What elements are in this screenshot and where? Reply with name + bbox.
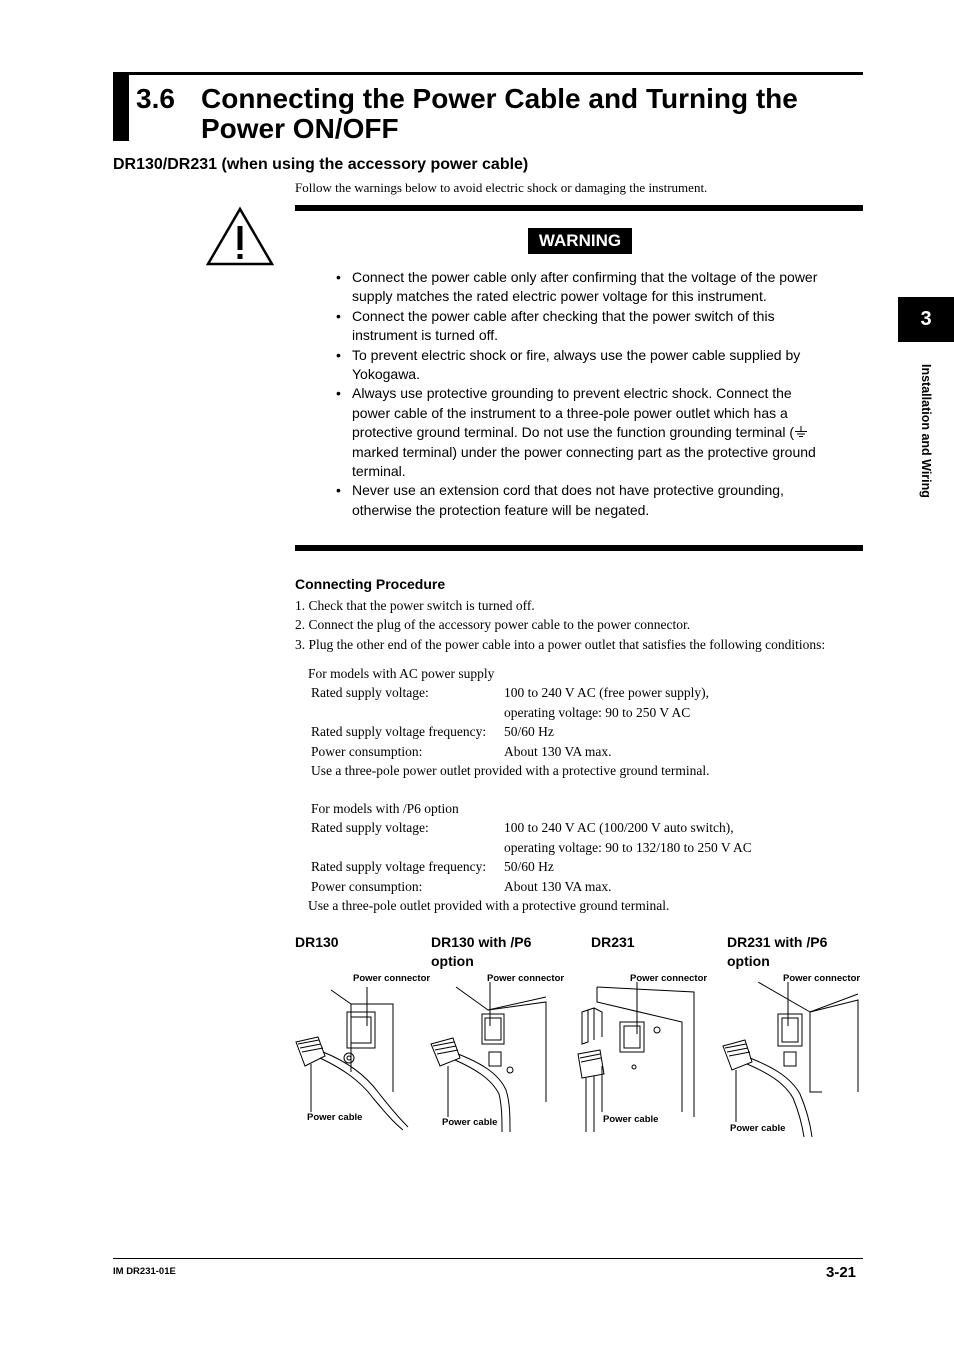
warning-item: • Never use an extension cord that does not have protective grounding, otherwise the protection feature will be negated.	[336, 481, 826, 520]
spec-value: About 130 VA max.	[504, 743, 612, 759]
dr231-connector-illustration	[572, 982, 702, 1132]
figure-title-dr231-p6: DR231 with /P6 option	[727, 934, 828, 969]
figure-title-dr231: DR231	[591, 934, 635, 950]
spec-label: Rated supply voltage frequency:	[311, 724, 487, 740]
warning-item	[336, 384, 826, 481]
warning-label: WARNING	[528, 228, 632, 254]
footer-rule	[113, 1258, 863, 1259]
spec-heading: For models with AC power supply	[308, 666, 495, 681]
figure-cable-label: Power cable	[307, 1112, 363, 1123]
spec-label: Rated supply voltage frequency:	[311, 859, 487, 875]
warning-top-rule	[295, 205, 863, 211]
figure-cable-label: Power cable	[730, 1123, 786, 1134]
procedure-heading: Connecting Procedure	[295, 576, 446, 592]
section-title: Connecting the Power Cable and Turning the Power ON/OFF	[201, 83, 798, 144]
dr130-p6-connector-illustration	[428, 982, 558, 1132]
chapter-tab-label: Installation and Wiring	[919, 364, 933, 498]
figure-connector-label: Power connector	[487, 973, 565, 984]
spec-label: Rated supply voltage:	[311, 685, 429, 701]
spec-value: 100 to 240 V AC (100/200 V auto switch),	[504, 820, 734, 836]
procedure-step: 3. Plug the other end of the power cable into a power outlet that satisfies the following conditions:	[295, 636, 826, 652]
procedure-steps	[295, 596, 875, 654]
figure-title-dr130-p6: DR130 with /P6 option	[431, 934, 532, 969]
figure-cable-label: Power cable	[442, 1117, 498, 1128]
spec-note: Use a three-pole outlet provided with a protective ground terminal.	[308, 897, 670, 913]
dr231-p6-connector-illustration	[720, 982, 860, 1137]
section-marker-bar	[113, 75, 129, 141]
chapter-tab[interactable]: 3	[898, 297, 954, 342]
warning-item: • To prevent electric shock or fire, always use the power cable supplied by Yokogawa.	[336, 346, 826, 385]
spec-label: Rated supply voltage:	[311, 820, 429, 836]
warning-item: • Connect the power cable after checking that the power switch of this instrument is turned off.	[336, 307, 826, 346]
figure-connector-label: Power connector	[353, 973, 431, 984]
spec-value: About 130 VA max.	[504, 878, 612, 894]
dr130-connector-illustration	[293, 982, 423, 1132]
warning-list	[336, 268, 826, 520]
spec-label: Power consumption:	[311, 743, 423, 759]
warning-bottom-rule	[295, 545, 863, 551]
figure-connector-label: Power connector	[630, 973, 708, 984]
footer-doc-id: IM DR231-01E	[113, 1266, 176, 1277]
section-number: 3.6	[136, 83, 175, 114]
section-top-rule	[113, 72, 863, 75]
figure-title-dr130: DR130	[295, 934, 339, 950]
subheading: DR130/DR231 (when using the accessory power cable)	[113, 156, 529, 173]
functional-ground-icon	[794, 426, 808, 438]
spec-value: 50/60 Hz	[504, 859, 554, 875]
spec-note: Use a three-pole power outlet provided with a protective ground terminal.	[311, 762, 710, 778]
footer-page-number: 3-21	[826, 1264, 857, 1281]
figure-cable-label: Power cable	[603, 1114, 659, 1125]
procedure-step: 1. Check that the power switch is turned off.	[295, 598, 535, 613]
intro-text: Follow the warnings below to avoid electric shock or damaging the instrument.	[295, 180, 708, 195]
spec-value: 100 to 240 V AC (free power supply),	[504, 685, 709, 701]
procedure-step: 2. Connect the plug of the accessory power cable to the power connector.	[295, 617, 691, 633]
p6-spec-block	[308, 799, 828, 915]
ac-spec-block	[308, 664, 828, 780]
spec-heading: For models with /P6 option	[311, 801, 459, 816]
spec-value: operating voltage: 90 to 132/180 to 250 V AC	[504, 839, 752, 855]
warning-item: • Connect the power cable only after confirming that the voltage of the power supply matches the rated electric power voltage for this instrument.	[336, 268, 826, 307]
spec-value: 50/60 Hz	[504, 724, 554, 740]
warning-triangle-icon	[206, 206, 274, 266]
spec-label: Power consumption:	[311, 878, 423, 894]
warning-item-text: marked terminal) under the power connecting part as the protective ground terminal.	[352, 443, 816, 480]
spec-value: operating voltage: 90 to 250 V AC	[504, 704, 691, 720]
warning-item-text: Always use protective grounding to prevent electric shock. Connect the power cable of the instrument to a three-pole power outlet which has a protective ground terminal. Do not use the function grounding terminal (	[352, 385, 795, 441]
figure-connector-label: Power connector	[783, 973, 861, 984]
